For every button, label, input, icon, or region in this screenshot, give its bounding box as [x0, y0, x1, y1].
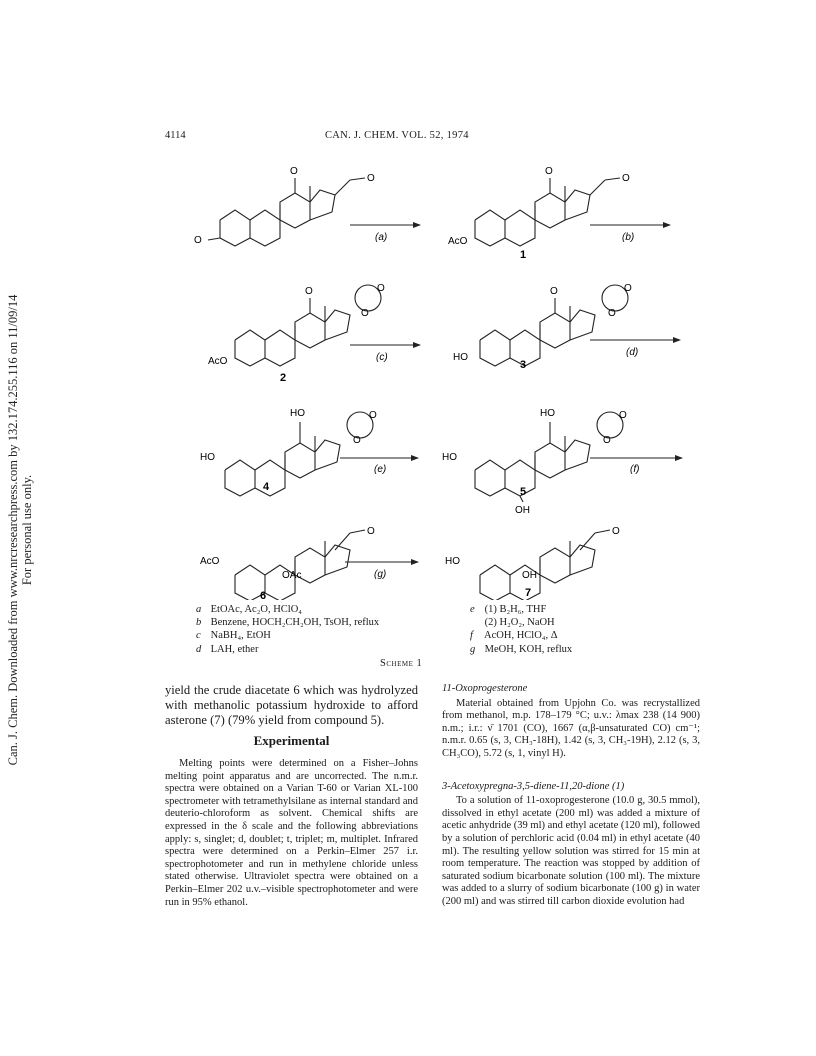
- compound-number-4: 4: [263, 481, 270, 493]
- c2-oxo-label: O: [305, 286, 313, 297]
- methods-paragraph: Melting points were determined on a Fisher–Johns melting point apparatus and are uncorrected. The n.m.r. spectra were obtained on a Varian T-60 or Varian XL-100 spectrometer with tetramethylsilane as internal standard and deuterio-chloroform as solvent. Chemical shifts are expressed in the δ scale and the following abbreviations apply: s, singlet; d, doublet; t, triplet; m, multiplet. Infrared spectra were determined on a Perkin–Elmer 257 i.r. spectrophotometer and run in methylene chloride unless stated otherwise. Ultraviolet spectra were obtained on a Perkin–Elmer 202 u.v.–visible spectrophotometer and were run in 95% ethanol.: [165, 757, 418, 908]
- legend-item: [196, 616, 379, 629]
- legend-key: e: [470, 604, 475, 615]
- arrow-label-b: (b): [622, 232, 635, 243]
- legend-item: [196, 643, 379, 656]
- legend-key: a: [196, 604, 202, 615]
- legend-item: [470, 603, 572, 616]
- legend-text: (1) B₂H₆, THF: [484, 604, 547, 615]
- c4-ho-label: HO: [200, 452, 215, 463]
- legend-text: (2) H₂O₂, NaOH: [484, 617, 555, 629]
- c5-ketal-o1: O: [619, 410, 627, 421]
- legend-item: [470, 643, 572, 656]
- legend-text: MeOH, KOH, reflux: [484, 643, 573, 655]
- scheme-caption: Scheme 1: [380, 658, 423, 669]
- ketone-label: O: [367, 173, 375, 184]
- c2-ketal-o2: O: [361, 308, 369, 319]
- compound-number-6: 6: [260, 590, 267, 600]
- c4-ketal-o1: O: [369, 410, 377, 421]
- acetoxypregnadiene-paragraph: To a solution of 11-oxoprogesterone (10.0 g, 30.5 mmol), dissolved in ethyl acetate (200 ml) was added a mixture of acetic anhydride (39 ml) and ethyl acetate (120 ml), followed by a solution of perchloric acid (0.04 ml) in ethyl acetate (40 ml). The resulting yellow solution was stirred for 15 min at room temperature. The reaction was stopped by addition of saturated sodium bicarbonate solution (100 ml). The mixture was added to a slurry of sodium bicarbonate (100 g) in water (200 ml) and was stirred till carbon dioxide evolution had: [442, 795, 700, 907]
- download-notice-line2: For personal use only.: [20, 474, 34, 586]
- legend-item: [470, 616, 572, 629]
- structure-11-oxoprogesterone: [194, 166, 375, 246]
- c6-ketone-label: O: [367, 526, 375, 537]
- reaction-scheme: [190, 150, 690, 600]
- c4-ketal-o2: O: [353, 435, 361, 446]
- c1-oxo-label: O: [545, 166, 553, 177]
- running-head: [165, 130, 665, 146]
- c3-ho-label: HO: [453, 352, 468, 363]
- arrow-label-g: (g): [374, 569, 387, 580]
- legend-key: b: [196, 617, 202, 629]
- compound-number-7: 7: [525, 587, 532, 599]
- oxo-label: O: [290, 166, 298, 177]
- c3-oxo-label: O: [550, 286, 558, 297]
- c5-oh11-label: HO: [540, 408, 555, 419]
- legend-key: f: [470, 630, 473, 642]
- legend-item: [470, 629, 572, 642]
- legend-right: [470, 603, 572, 656]
- oxoprogesterone-heading: 11-Oxoprogesterone: [442, 683, 528, 694]
- arrow-label-f: (f): [630, 464, 640, 475]
- c1-aco-label: AcO: [448, 236, 468, 247]
- enone-oxygen-label: O: [194, 235, 202, 246]
- c4-oh11-label: HO: [290, 408, 305, 419]
- compound-number-2: 2: [280, 372, 287, 384]
- arrow-label-d: (d): [626, 347, 639, 358]
- legend-key: d: [196, 643, 202, 655]
- structure-3: [453, 283, 632, 366]
- legend-item: [196, 603, 379, 616]
- legend-item: [196, 629, 379, 642]
- journal-title: CAN. J. CHEM. VOL. 52, 1974: [325, 130, 469, 141]
- structure-2: [208, 283, 385, 367]
- c6-aco-label: AcO: [200, 556, 220, 567]
- experimental-heading: Experimental: [253, 733, 330, 749]
- legend-text: EtOAc, Ac₂O, HClO₄: [210, 604, 302, 615]
- legend-key: c: [196, 630, 201, 642]
- c3-ketal-o2: O: [608, 308, 616, 319]
- legend-text: AcOH, HClO₄, Δ: [484, 630, 558, 642]
- legend-text: LAH, ether: [210, 643, 259, 655]
- structure-4: [200, 408, 377, 496]
- c1-ketone-label: O: [622, 173, 630, 184]
- download-notice-line1: Can. J. Chem. Downloaded from www.nrcresearchpress.com by 132.174.255.116 on 11/09/14: [6, 294, 20, 766]
- legend-text: NaBH₄, EtOH: [210, 630, 271, 642]
- compound-number-1: 1: [520, 249, 527, 261]
- compound-number-5: 5: [520, 486, 527, 498]
- legend-left: [196, 603, 379, 656]
- arrow-label-e: (e): [374, 464, 387, 475]
- c7-ketone-label: O: [612, 526, 620, 537]
- arrow-label-a: (a): [375, 232, 388, 243]
- right-column: [442, 683, 700, 909]
- arrow-label-c: (c): [376, 352, 388, 363]
- structure-6: [200, 526, 375, 600]
- c6-oac-label: OAc: [282, 570, 302, 581]
- legend-text: Benzene, HOCH₂CH₂OH, TsOH, reflux: [210, 617, 380, 629]
- acetoxypregnadiene-heading: 3-Acetoxypregna-3,5-diene-11,20-dione (1): [442, 780, 625, 792]
- intro-paragraph: yield the crude diacetate 6 which was hydrolyzed with methanolic potassium hydroxide to afford asterone (7) (79% yield from compound 5).: [165, 683, 418, 727]
- structure-7-asterone: [445, 526, 620, 600]
- c3-ketal-o1: O: [624, 283, 632, 294]
- left-column: [165, 683, 418, 909]
- page-number: 4114: [165, 130, 186, 141]
- c7-ho-label: HO: [445, 556, 460, 567]
- c5-ho-label: HO: [442, 452, 457, 463]
- oxoprogesterone-paragraph: Material obtained from Upjohn Co. was recrystallized from methanol, m.p. 178–179 °C; u.v.: λmax 238 (14 900) n.m.; i.r.: ν̄ 1701 (CO), 1667 (α,β-unsaturated CO) cm⁻¹; n.m.r. 0.65 (s, 3, CH₃-18H), 1.42 (s, 3, CH₃-19H), 2.12 (s, 3, CH₃CO), 5.72 (s, 1, vinyl H).: [442, 697, 700, 759]
- structure-1: [448, 166, 630, 247]
- download-notice: [0, 270, 40, 790]
- legend-key: g: [470, 643, 476, 655]
- c2-aco-label: AcO: [208, 356, 228, 367]
- compound-number-3: 3: [520, 359, 527, 371]
- structure-5: [442, 408, 627, 516]
- c5-oh6-label: OH: [515, 505, 530, 516]
- c2-ketal-o1: O: [377, 283, 385, 294]
- c5-ketal-o2: O: [603, 435, 611, 446]
- c7-oh-label: OH: [522, 570, 537, 581]
